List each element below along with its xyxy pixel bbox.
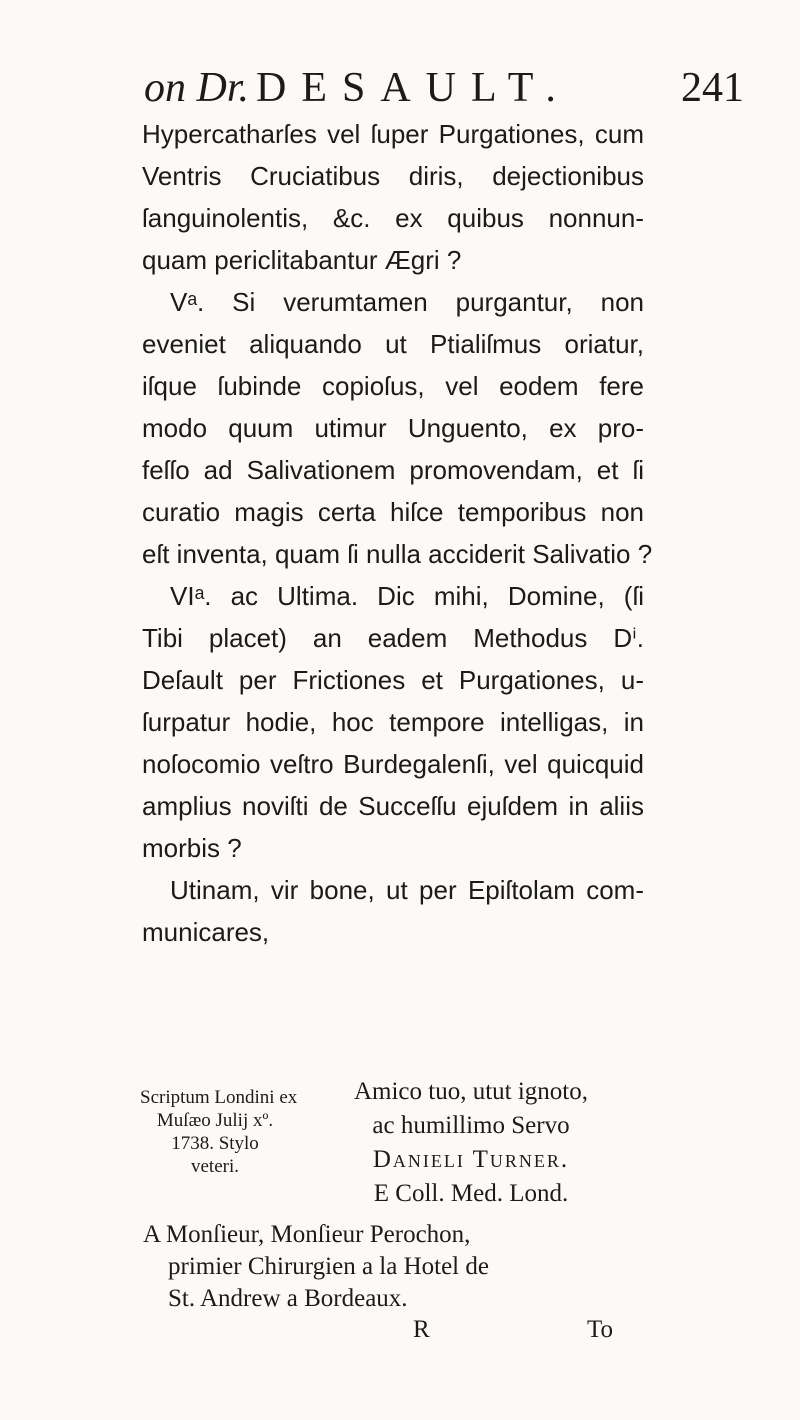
subscription-line: Amico tuo, utut ignoto, <box>353 1078 589 1105</box>
dateline-line: veteri. <box>190 1156 239 1177</box>
signatory-name: Danieli Turner. <box>372 1146 570 1173</box>
text-line: Deſault per Frictiones et Purgationes, u- <box>142 665 644 695</box>
text-line: eveniet aliquando ut Ptialiſmus oriatur, <box>142 329 644 359</box>
text-line: ſurpatur hodie, hoc tempore intelligas, in <box>142 707 644 737</box>
text-line: modo quum utimur Unguento, ex pro- <box>142 413 644 443</box>
dateline-line: 1738. Stylo <box>171 1133 259 1154</box>
signature-mark: R <box>413 1316 430 1343</box>
catchword: To <box>587 1316 614 1343</box>
text-line: VIᵃ. ac Ultima. Dic mihi, Domine, (ſi <box>170 581 644 611</box>
running-head-name: DESAULT. <box>256 65 571 111</box>
text-line: iſque ſubinde copioſus, vel eodem fere <box>142 371 644 401</box>
text-line: noſocomio veſtro Burdegalenſi, vel quicquid <box>142 749 644 779</box>
address-line: primier Chirurgien a la Hotel de <box>168 1253 489 1280</box>
body-text <box>142 113 653 953</box>
running-head <box>144 66 744 110</box>
running-head-prefix: on Dr. <box>144 65 250 111</box>
text-line: Utinam, vir bone, ut per Epiſtolam com- <box>170 875 644 905</box>
page-number: 241 <box>681 65 744 111</box>
subscription-line: E Coll. Med. Lond. <box>373 1180 569 1207</box>
text-line: curatio magis certa hiſce temporibus non <box>142 497 644 527</box>
dateline-line: Scriptum Londini ex <box>140 1087 298 1108</box>
text-line: Hypercatharſes vel ſuper Purgationes, cum <box>142 119 644 149</box>
text-line: municares, <box>142 917 270 947</box>
address-line: St. Andrew a Bordeaux. <box>168 1285 408 1312</box>
text-line: morbis ? <box>142 833 242 863</box>
subscription <box>296 1075 646 1211</box>
text-line: Vᵃ. Si verumtamen purgantur, non <box>170 287 644 317</box>
text-line: feſſo ad Salivationem promovendam, et ſi <box>142 455 644 485</box>
subscription-line: ac humillimo Servo <box>372 1112 570 1139</box>
address <box>143 1219 663 1315</box>
text-line: Tibi placet) an eadem Methodus Dⁱ. <box>142 623 644 653</box>
text-line: quam periclitabantur Ægri ? <box>142 245 462 275</box>
dateline-line: Muſæo Julij xº. <box>156 1110 274 1131</box>
text-line: ſanguinolentis, &c. ex quibus nonnun- <box>142 203 644 233</box>
text-line: eſt inventa, quam ſi nulla acciderit Salivatio ? <box>142 539 653 569</box>
address-line: A Monſieur, Monſieur Perochon, <box>143 1221 471 1248</box>
text-line: amplius noviſti de Succeſſu ejuſdem in aliis <box>142 791 644 821</box>
dateline <box>140 1086 298 1178</box>
text-line: Ventris Cruciatibus diris, dejectionibus <box>142 161 644 191</box>
